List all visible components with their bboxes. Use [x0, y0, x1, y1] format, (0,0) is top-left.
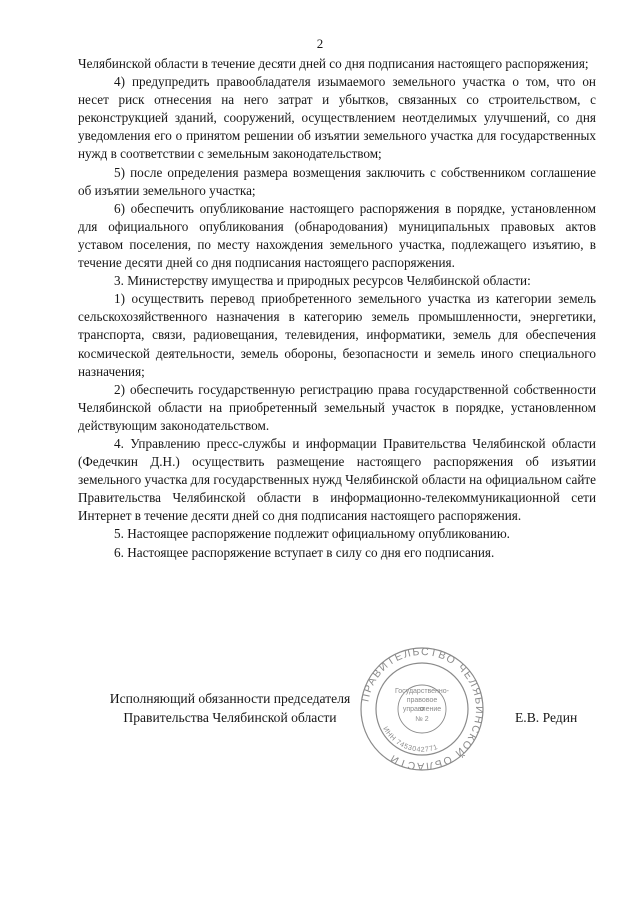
paragraph: 3. Министерству имущества и природных ресурсов Челябинской области: — [114, 273, 531, 289]
seal-id-text: ИНН 7453042771 — [381, 725, 440, 754]
paragraph: 2) обеспечить государственную регистрацию права государственной собственности Челябинской области на приобретенный земельный участок в порядке, установленном действующим законодательством. — [78, 381, 596, 433]
signatory-title — [100, 690, 360, 727]
seal-inner-text: № 2 — [415, 716, 429, 723]
paragraph: 4) предупредить правообладателя изымаемого земельного участка о том, что он несет риск отнесения на него затрат и убытков, связанных со строительством, с реконструкцией зданий, сооружений, осуществлением неотделимых улучшений, со дня уведомления его о принятом решении об изъятии земельного участка для государственных нужд в соответствии с земельным законодательством; — [78, 74, 596, 162]
signatory-title-line: Правительства Челябинской области — [123, 709, 337, 725]
paragraph: 5. Настоящее распоряжение подлежит официальному опубликованию. — [114, 526, 510, 542]
paragraph: 5) после определения размера возмещения заключить с собственником соглашение об изъятии земельного участка; — [78, 164, 596, 198]
paragraph: Челябинской области в течение десяти дней со дня подписания настоящего распоряжения; — [78, 56, 589, 71]
seal-inner-text: Государственно- — [394, 688, 450, 695]
signatory-name: Е.В. Редин — [515, 710, 578, 725]
seal-outer-text: ПРАВИТЕЛЬСТВО ЧЕЛЯБИНСКОЙ ОБЛАСТИ — [359, 645, 486, 773]
paragraph: 6. Настоящее распоряжение вступает в силу со дня его подписания. — [114, 544, 495, 560]
paragraph: 4. Управлению пресс-службы и информации Правительства Челябинской области (Федечкин Д.Н.) осуществить размещение настоящего распоряжения об изъятии земельного участка для государственных нужд Челябинской области на официальном сайте Правительства Челябинской области в информационно-телекоммуникационной сети Интернет в течение десяти дней со дня подписания настоящего распоряжения. — [78, 435, 596, 524]
seal-inner-text: правовое — [406, 697, 438, 704]
paragraph: 6) обеспечить опубликование настоящего распоряжения в порядке, установленном для официального опубликования (обнародования) муниципальных правовых актов уставом поселения, по месту нахождения земельного участка, подлежащего изъятию, в течение десяти дней со дня подписания настоящего распоряжения. — [78, 200, 596, 271]
paragraph: 1) осуществить перевод приобретенного земельного участка из категории земель сельскохозяйственного назначения в категорию земель промышленности, энергетики, транспорта, связи, радиовещания, телевидения, информатики, земель для обеспечения космической деятельности, земель обороны, безопасности и земель иного специального назначения; — [78, 291, 596, 379]
seal-inner-text: управление — [402, 706, 442, 713]
page-number: 2 — [316, 36, 324, 51]
document-body — [78, 55, 596, 562]
signatory-title-line: Исполняющий обязанности председателя — [109, 691, 351, 706]
official-seal — [357, 645, 487, 773]
